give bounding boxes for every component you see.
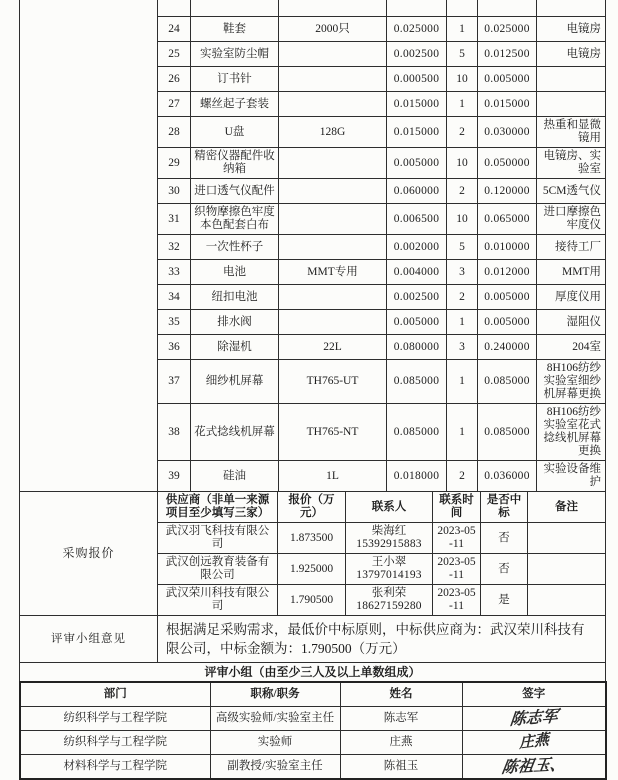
committee-member-row [20,707,606,731]
item-no: 25 [158,42,191,67]
item-spec: TH765-UT [279,360,387,404]
item-no: 29 [158,148,191,179]
item-amount: 0.005000 [478,67,537,92]
signature-header: 签字 [462,682,606,707]
item-qty: 10 [447,148,478,179]
item-no: 36 [158,335,191,360]
handwritten-signature: 陈志军 [508,705,559,729]
quote-table [19,491,606,616]
item-amount: 0.012000 [478,260,537,285]
item-spec [279,235,387,260]
items-table [19,0,606,492]
item-qty: 5 [447,42,478,67]
item-amount: 0.005000 [478,285,537,310]
member-signature-cell [462,731,606,755]
item-spec [279,42,387,67]
item-unit-price: 0.002000 [387,235,447,260]
item-no: 33 [158,260,191,285]
handwritten-signature: 庄燕 [518,730,549,752]
supplier-note [528,554,606,585]
review-opinion-label: 评审小组意见 [20,616,158,663]
item-unit-price: 0.002500 [387,42,447,67]
member-role: 实验师 [210,731,340,755]
item-no: 38 [158,404,191,461]
committee-title: 评审小组（由至少三人及以上单数组成） [20,663,606,682]
contact-person-phone: 15392915883 [356,538,422,550]
price-header: 报价（万元） [278,492,346,523]
item-spec: TH765-NT [279,404,387,461]
member-name: 庄燕 [340,731,462,755]
contact-person-name: 王小翠 [371,556,407,568]
item-qty: 3 [447,335,478,360]
dept-header: 部门 [20,682,210,707]
supplier-name: 武汉创远教育装备有限公司 [158,554,278,585]
supplier-contact [346,585,433,616]
cutoff-cell-no [158,0,191,17]
item-no: 31 [158,204,191,235]
review-opinion-text: 根据满足采购需求，最低价中标原则，中标供应商为：武汉荣川科技有限公司，中标金额为：1.790500（万元） [158,616,606,663]
supplier-contact-time: 2023-05-11 [433,585,481,616]
item-amount: 0.120000 [478,179,537,204]
note-header: 备注 [528,492,606,523]
cutoff-cell-spec [279,0,387,17]
item-name: 精密仪器配件收纳箱 [191,148,279,179]
item-no: 30 [158,179,191,204]
item-no: 34 [158,285,191,310]
item-remark: 接待工厂 [537,235,606,260]
item-remark: 实验设备维护 [537,461,606,492]
member-name: 陈志军 [340,707,462,731]
item-remark [537,92,606,117]
supplier-contact [346,554,433,585]
item-remark: 电镜房 [537,17,606,42]
item-unit-price: 0.085000 [387,404,447,461]
item-name: U盘 [191,117,279,148]
supplier-price: 1.790500 [278,585,346,616]
item-remark: 电镜房、实验室 [537,148,606,179]
item-name: 硅油 [191,461,279,492]
item-qty: 2 [447,117,478,148]
contact-person-name: 张利荣 [371,587,407,599]
item-unit-price: 0.085000 [387,360,447,404]
item-amount: 0.012500 [478,42,537,67]
item-spec [279,179,387,204]
item-name: 实验室防尘帽 [191,42,279,67]
item-amount: 0.030000 [478,117,537,148]
item-no: 35 [158,310,191,335]
supplier-win-flag: 是 [481,585,528,616]
item-no: 39 [158,461,191,492]
member-dept: 纺织科学与工程学院 [20,707,210,731]
item-unit-price: 0.005000 [387,310,447,335]
item-unit-price: 0.015000 [387,117,447,148]
role-header: 职称/职务 [210,682,340,707]
item-remark: 湿阻仪 [537,310,606,335]
supplier-note [528,585,606,616]
item-amount: 0.010000 [478,235,537,260]
item-remark: 5CM透气仪 [537,179,606,204]
contact-person-phone: 18627159280 [356,600,422,612]
supplier-note [528,523,606,554]
item-name: 订书针 [191,67,279,92]
contact-person-name: 柴海红 [371,525,407,537]
item-qty: 2 [447,285,478,310]
supplier-contact [346,523,433,554]
cutoff-cell-price [387,0,447,17]
item-amount: 0.036000 [478,461,537,492]
contact-person-phone: 13797014193 [356,569,422,581]
committee-title-row [20,663,606,682]
supplier-name: 武汉荣川科技有限公司 [158,585,278,616]
quote-section-label: 采购报价 [20,492,158,616]
item-no: 28 [158,117,191,148]
member-name: 陈祖玉 [340,755,462,780]
item-remark: 8H106纺纱实验室细纱机屏幕更换 [537,360,606,404]
item-amount: 0.005000 [478,310,537,335]
item-spec [279,204,387,235]
item-unit-price: 0.005000 [387,148,447,179]
item-unit-price: 0.002500 [387,285,447,310]
item-name: 排水阀 [191,310,279,335]
item-no: 32 [158,235,191,260]
item-amount: 0.025000 [478,17,537,42]
opinion-table [19,615,606,682]
supplier-win-flag: 否 [481,523,528,554]
item-spec [279,92,387,117]
supplier-win-flag: 否 [481,554,528,585]
item-name: 织物摩擦色牢度本色配套白布 [191,204,279,235]
item-remark: 8H106纺纱实验室花式捻线机屏幕更换 [537,404,606,461]
item-unit-price: 0.080000 [387,335,447,360]
item-unit-price: 0.006500 [387,204,447,235]
item-name: 纽扣电池 [191,285,279,310]
supplier-price: 1.873500 [278,523,346,554]
review-opinion-row [20,616,606,663]
contact-header: 联系人 [346,492,433,523]
cutoff-partial-row [20,0,606,17]
item-qty: 3 [447,260,478,285]
item-qty: 1 [447,310,478,335]
item-spec [279,285,387,310]
item-qty: 2 [447,179,478,204]
item-remark: 204室 [537,335,606,360]
item-no: 37 [158,360,191,404]
item-amount: 0.240000 [478,335,537,360]
item-unit-price: 0.004000 [387,260,447,285]
item-remark: MMT用 [537,260,606,285]
item-amount: 0.065000 [478,204,537,235]
supplier-price: 1.925000 [278,554,346,585]
item-no: 24 [158,17,191,42]
member-signature-cell [462,707,606,731]
item-amount: 0.085000 [478,404,537,461]
member-dept: 纺织科学与工程学院 [20,731,210,755]
item-remark: 厚度仪用 [537,285,606,310]
item-no: 26 [158,67,191,92]
contact-time-header: 联系时间 [433,492,481,523]
member-signature-cell [462,755,606,780]
item-unit-price: 0.060000 [387,179,447,204]
cutoff-cell-qty [447,0,478,17]
item-spec: 128G [279,117,387,148]
supplier-name: 武汉羽飞科技有限公司 [158,523,278,554]
item-qty: 2 [447,461,478,492]
item-spec [279,148,387,179]
item-spec [279,67,387,92]
item-spec: 22L [279,335,387,360]
item-spec: MMT专用 [279,260,387,285]
item-spec: 2000只 [279,17,387,42]
committee-member-row [20,755,606,780]
name-header: 姓名 [340,682,462,707]
quote-header-row [20,492,606,523]
item-unit-price: 0.025000 [387,17,447,42]
winner-header: 是否中标 [481,492,528,523]
item-unit-price: 0.000500 [387,67,447,92]
item-name: 一次性杯子 [191,235,279,260]
item-remark: 热重和显微镜用 [537,117,606,148]
item-remark: 进口摩擦色牢度仪 [537,204,606,235]
supplier-contact-time: 2023-05-11 [433,554,481,585]
handwritten-signature: 陈祖玉、 [500,753,568,777]
form-sheet [19,0,605,780]
item-amount: 0.085000 [478,360,537,404]
member-role: 高级实验师/实验室主任 [210,707,340,731]
item-name: 除湿机 [191,335,279,360]
item-unit-price: 0.018000 [387,461,447,492]
item-name: 鞋套 [191,17,279,42]
cutoff-cell-name [191,0,279,17]
item-name: 电池 [191,260,279,285]
item-name: 螺丝起子套装 [191,92,279,117]
item-remark [537,67,606,92]
item-qty: 1 [447,404,478,461]
item-qty: 1 [447,92,478,117]
member-dept: 材料科学与工程学院 [20,755,210,780]
member-role: 副教授/实验室主任 [210,755,340,780]
item-qty: 10 [447,67,478,92]
cutoff-cell-remark [537,0,606,17]
item-name: 进口透气仪配件 [191,179,279,204]
supplier-contact-time: 2023-05-11 [433,523,481,554]
item-qty: 1 [447,360,478,404]
item-name: 花式捻线机屏幕 [191,404,279,461]
item-spec: 1L [279,461,387,492]
cutoff-cell-amount [478,0,537,17]
item-qty: 5 [447,235,478,260]
item-spec [279,310,387,335]
item-remark: 电镜房 [537,42,606,67]
item-amount: 0.015000 [478,92,537,117]
item-no: 27 [158,92,191,117]
item-qty: 10 [447,204,478,235]
committee-table [19,681,607,780]
committee-member-row [20,731,606,755]
committee-header-row [20,682,606,707]
left-merged-cell [20,0,158,492]
item-amount: 0.050000 [478,148,537,179]
supplier-header: 供应商（非单一来源项目至少填写三家） [158,492,278,523]
item-unit-price: 0.015000 [387,92,447,117]
item-qty: 1 [447,17,478,42]
item-name: 细纱机屏幕 [191,360,279,404]
